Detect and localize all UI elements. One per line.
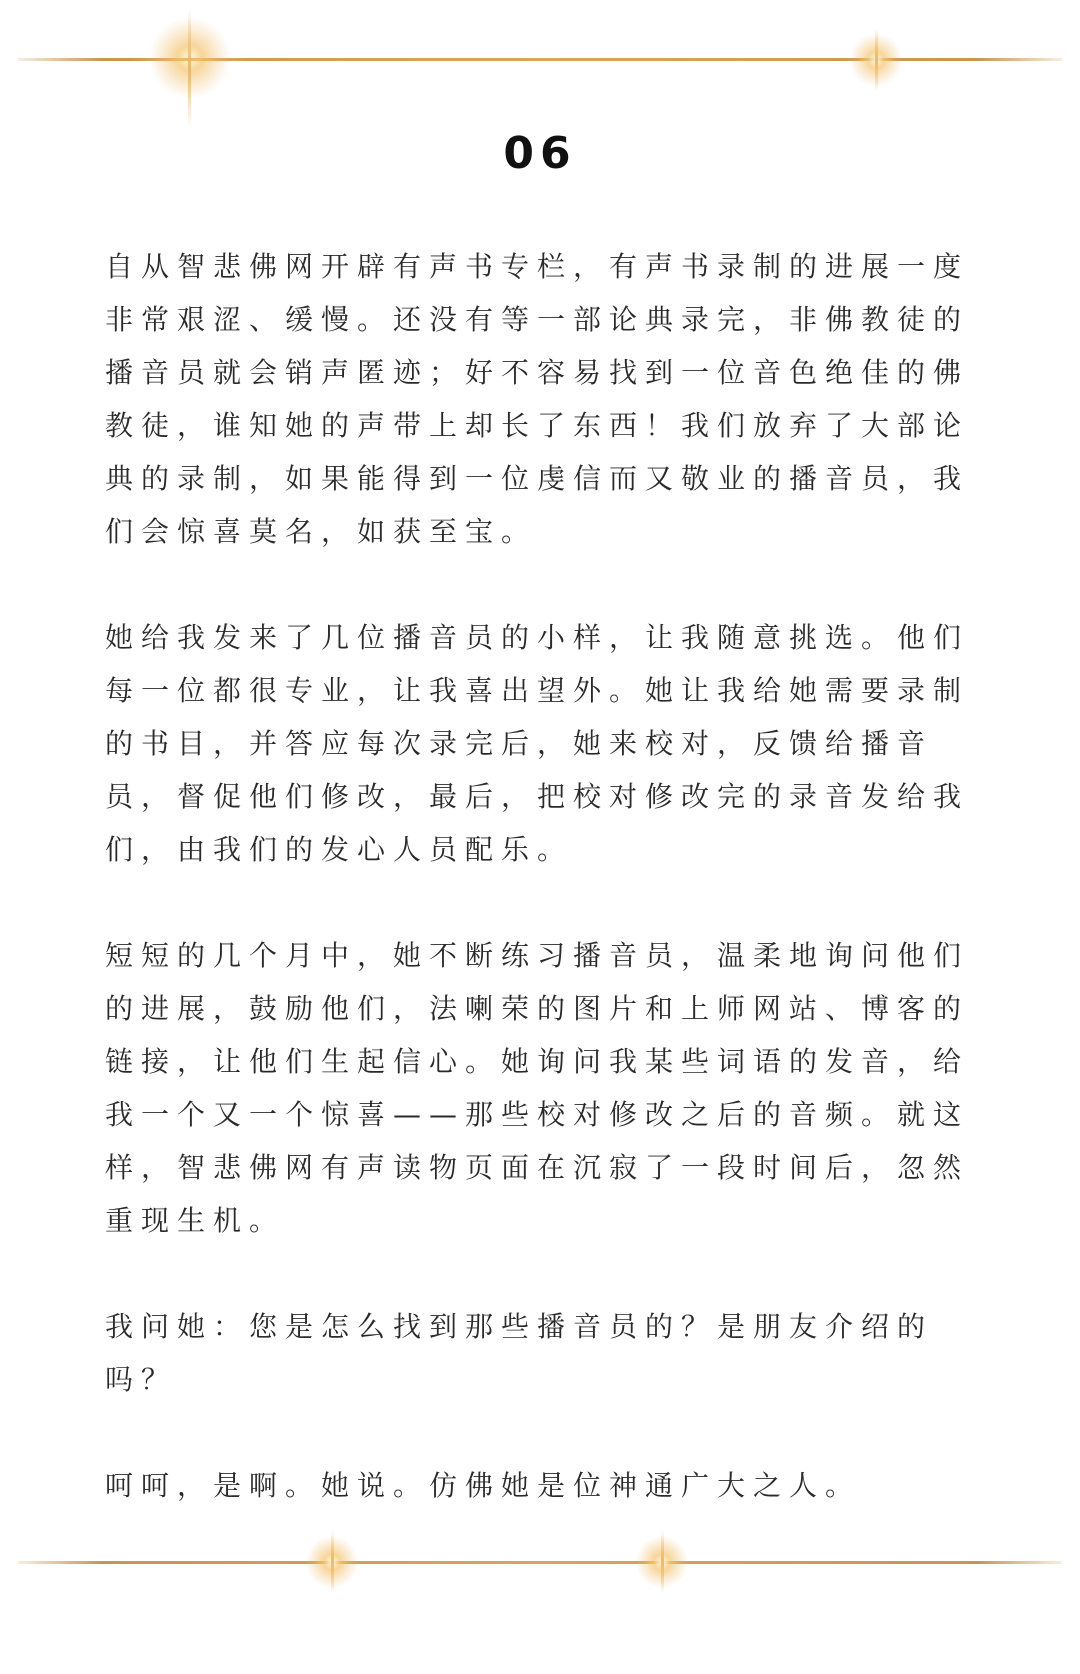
bottom-divider	[18, 1561, 1062, 1564]
paragraph: 她给我发来了几位播音员的小样，让我随意挑选。他们每一位都很专业，让我喜出望外。她让我给她需要录制的书目，并答应每次录完后，她来校对，反馈给播音员，督促他们修改，最后，把校对修改完的录音发给我们，由我们的发心人员配乐。	[105, 621, 970, 866]
paragraph: 自从智悲佛网开辟有声书专栏，有声书录制的进展一度非常艰涩、缓慢。还没有等一部论典录完，非佛教徒的播音员就会销声匿迹；好不容易找到一位音色绝佳的佛教徒，谁知她的声带上却长了东西！我们放弃了大部论典的录制，如果能得到一位虔信而又敬业的播音员，我们会惊喜莫名，如获至宝。	[105, 250, 970, 548]
sparkle-ray	[661, 1530, 664, 1594]
paragraph: 短短的几个月中，她不断练习播音员，温柔地询问他们的进展，鼓励他们，法喇荣的图片和上师网站、博客的链接，让他们生起信心。她询问我某些词语的发音，给我一个又一个惊喜——那些校对修改之后的音频。就这样，智悲佛网有声读物页面在沉寂了一段时间后，忽然重现生机。	[105, 939, 970, 1237]
article-body	[105, 240, 995, 1565]
section-number: 06	[503, 128, 577, 179]
paragraph: 呵呵，是啊。她说。仿佛她是位神通广大之人。	[105, 1469, 862, 1502]
paragraph: 我问她：您是怎么找到那些播音员的？是朋友介绍的吗？	[105, 1310, 934, 1396]
sparkle-ray	[130, 58, 250, 61]
sparkle-ray	[188, 8, 191, 128]
sparkle-ray	[875, 28, 878, 92]
sparkle-ray	[331, 1530, 334, 1594]
